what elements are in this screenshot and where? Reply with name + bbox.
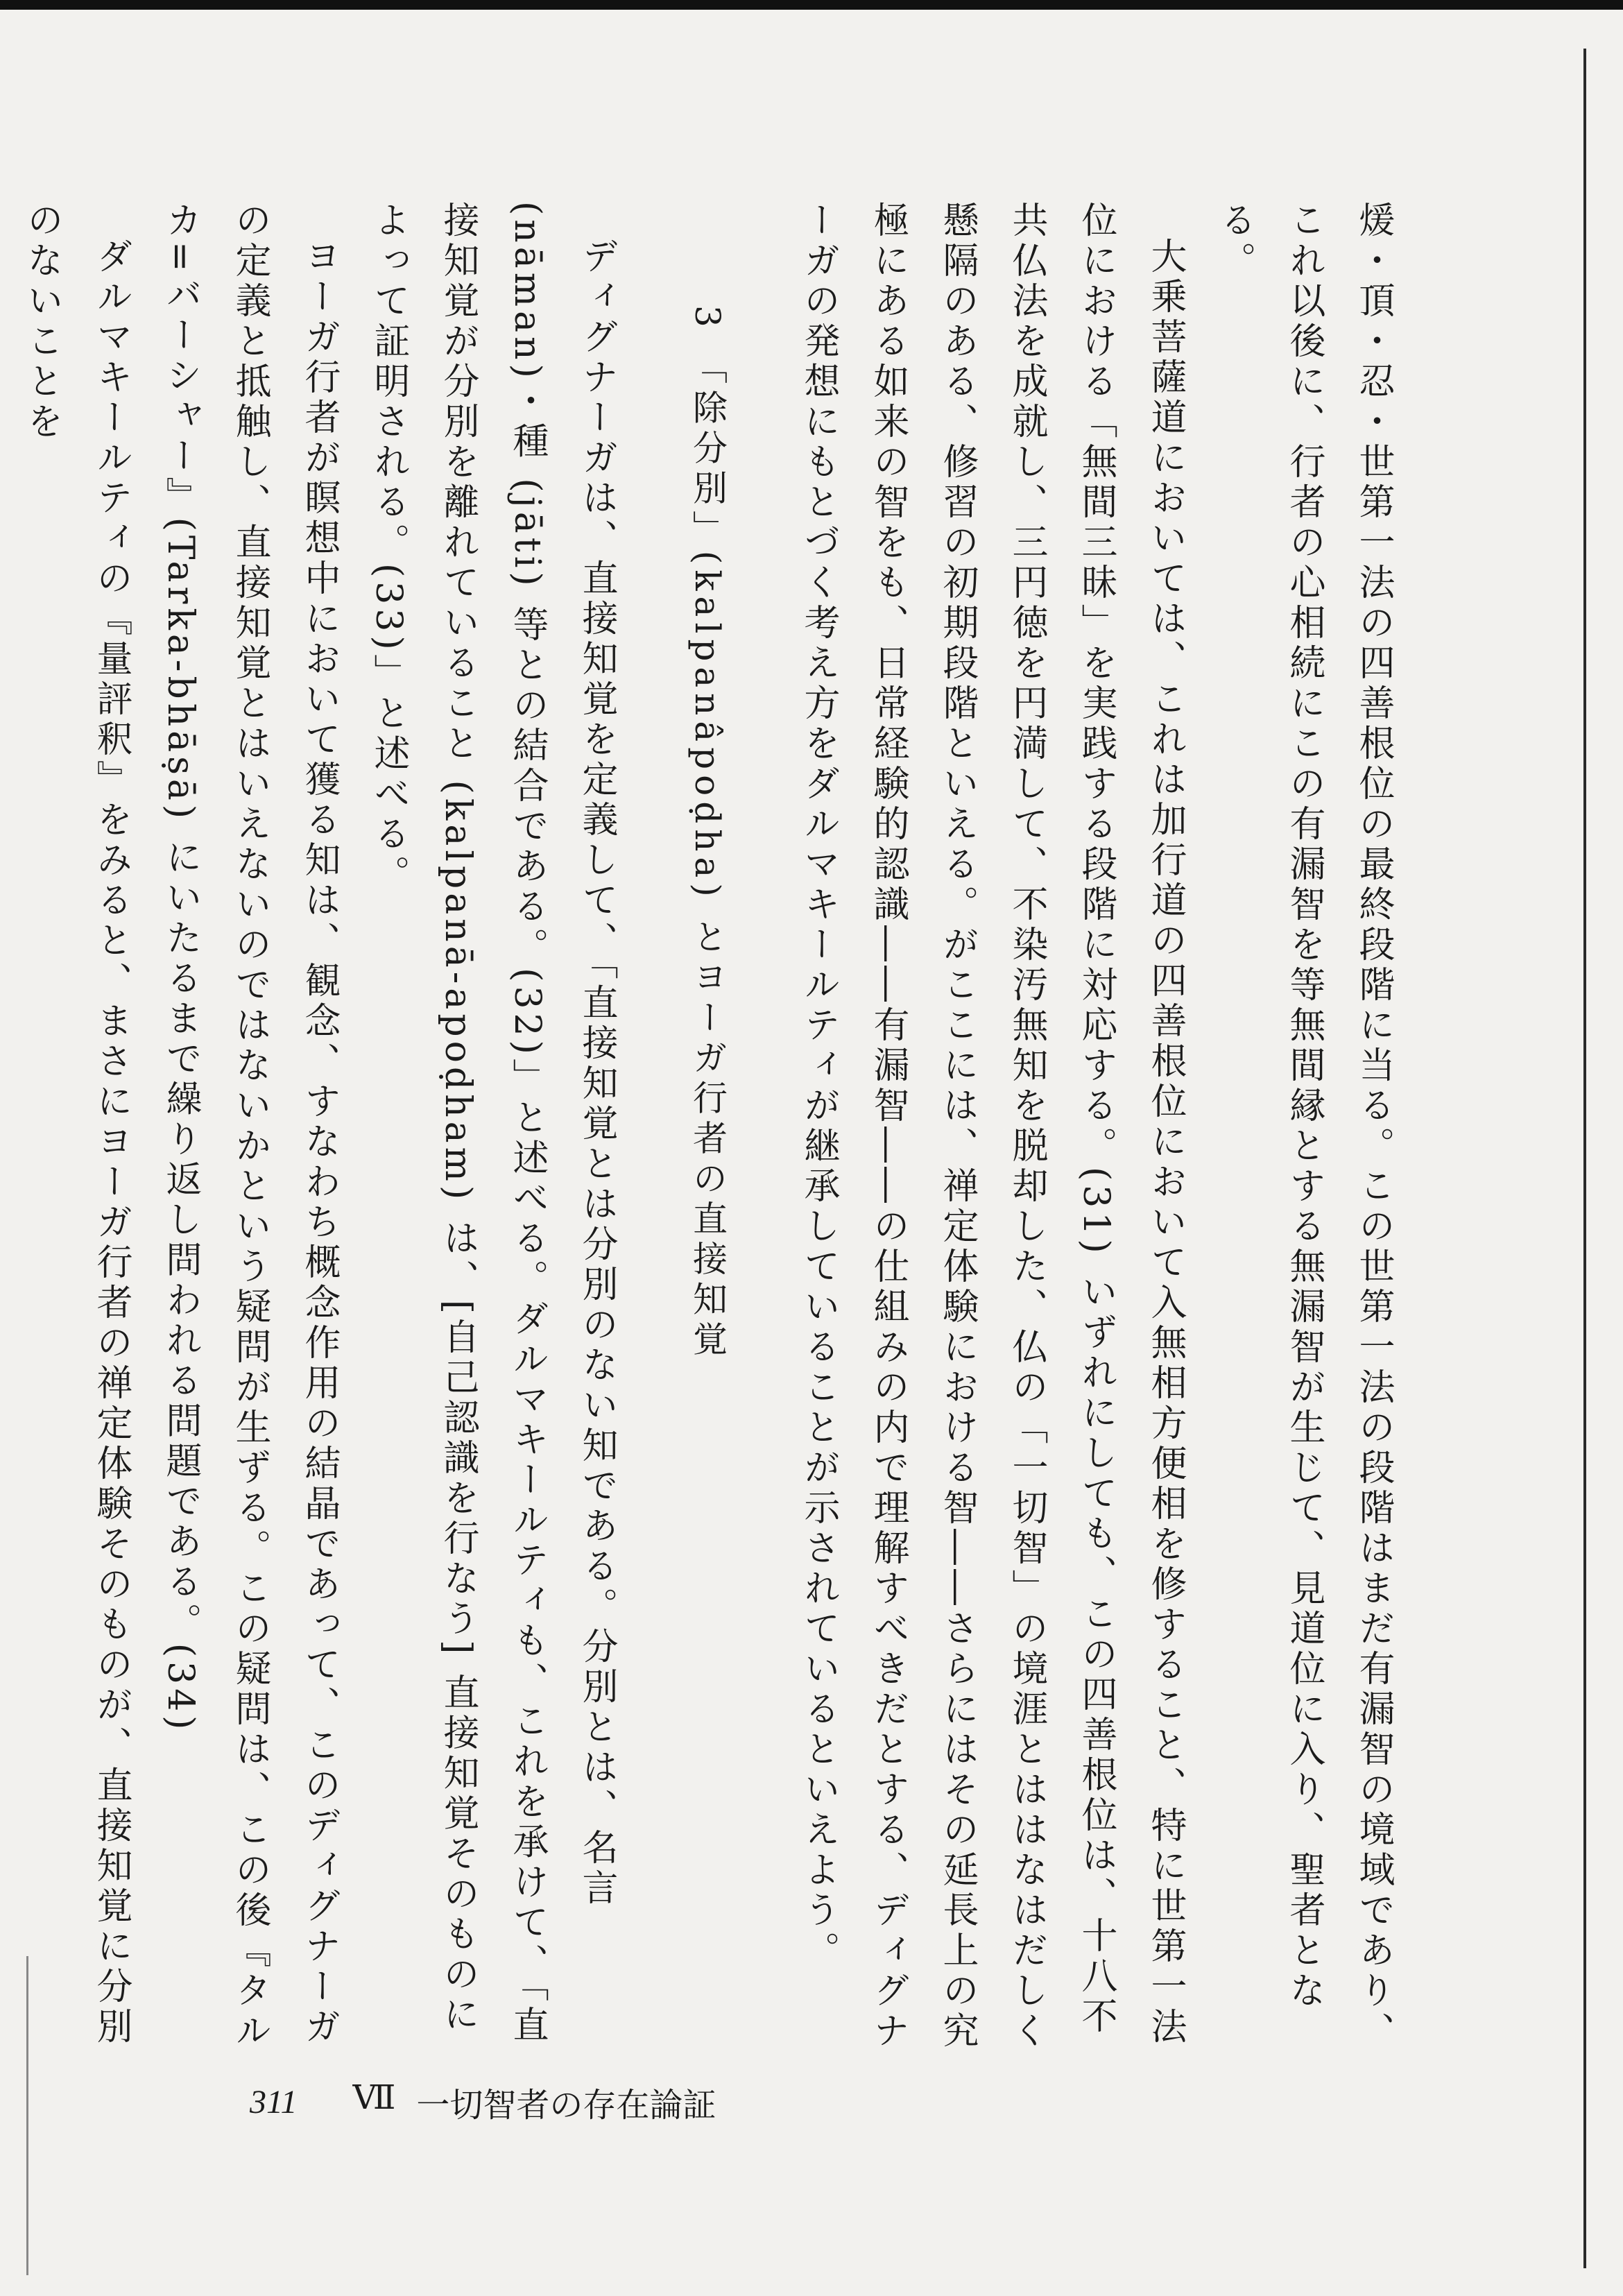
paragraph-5: ダルマキールティの『量評釈』をみると、まさにヨーガ行者の禅定体験そのものが、直接知覚に分別のないことを	[21, 201, 132, 2048]
running-header	[352, 2078, 716, 2126]
right-border-line	[1583, 49, 1586, 2268]
paragraph-3: ディグナーガは、直接知覚を定義して、「直接知覚とは分別のない知である。分別とは、名言 (nāman)・種 (jāti) 等との結合である。(32)」と述べる。ダルマキールティも、これを承けて、「直接知覚が分別を離れていること (kalpanā-apoḍham) は、[自己認識を行なう] 直接知覚そのものによって証明される。(33)」と述べる。	[368, 201, 617, 2046]
paragraph-4: ヨーガ行者が瞑想中において獲る知は、観念、すなわち概念作用の結晶であって、このディグナーガの定義と抵触し、直接知覚とはいえないのではないかという疑問が生ずる。この疑問は、この後『タルカ=バーシャー』(Tarka-bhāṣā) にいたるまで繰り返し問われる問題である。(34)	[160, 201, 340, 2052]
section-heading	[673, 201, 742, 2060]
chapter-number: Ⅶ	[352, 2077, 396, 2117]
section-number: 3	[687, 305, 728, 333]
vertical-body-text	[21, 201, 1408, 2060]
paragraph-2: 大乗菩薩道においては、これは加行道の四善根位において入無相方便相を修すること、特に世第一法位における「無間三昧」を実践する段階に対応する。(31) いずれにしても、この四善根位は、十八不共仏法を成就し、三円徳を円満して、不染汚無知を脱却した、仏の「一切智」の境涯とははなはだしく懸隔のある、修習の初期段階といえる。がここには、禅定体験における智――さらにはその延長上の究極にある如来の智をも、日常経験的認識――有漏智――の仕組みの内で理解すべきだとする、ディグナーガの発想にもとづく考え方をダルマキールティが継承していることが示されているといえよう。	[798, 201, 1186, 2052]
top-border	[0, 0, 1623, 10]
page-footer	[250, 2074, 874, 2130]
page-number: 311	[250, 2083, 298, 2121]
paragraph-1: 煖・頂・忍・世第一法の四善根位の最終段階に当る。この世第一法の段階はまだ有漏智の境域であり、これ以後に、行者の心相続にこの有漏智を等無間縁とする無漏智が生じて、見道位に入り、聖者となる。	[1214, 201, 1394, 2052]
section-title: 「除分別」(kalpanâpoḍha) とヨーガ行者の直接知覚	[687, 349, 728, 1362]
chapter-title: 一切智者の存在論証	[416, 2085, 716, 2125]
